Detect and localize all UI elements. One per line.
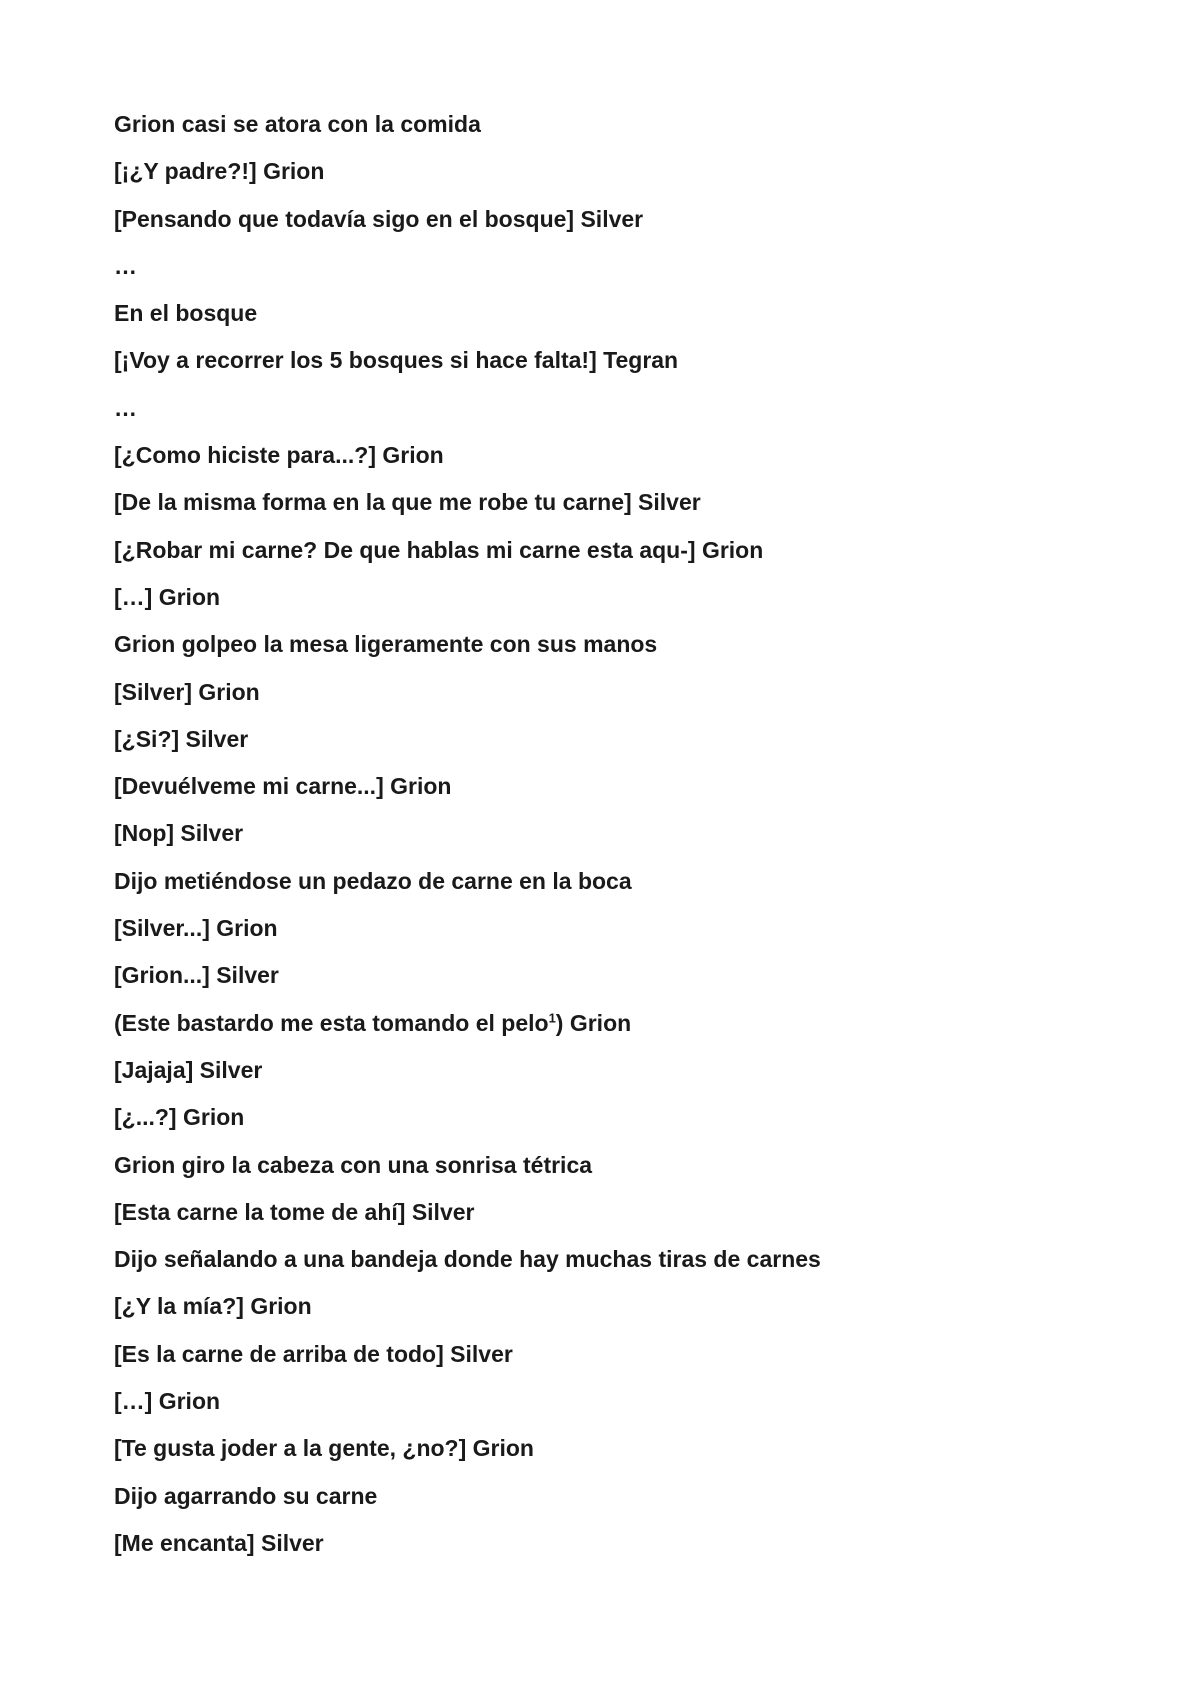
text-line: [¿Robar mi carne? De que hablas mi carne esta aqu-] Grion bbox=[114, 536, 764, 563]
text-line: [De la misma forma en la que me robe tu carne] Silver bbox=[114, 489, 701, 516]
text-line: Dijo agarrando su carne bbox=[114, 1482, 378, 1509]
text-line: [¿Si?] Silver bbox=[114, 725, 249, 752]
text-line: […] Grion bbox=[114, 583, 221, 610]
text-line: [Devuélveme mi carne...] Grion bbox=[114, 773, 452, 800]
footnote-line-text: (Este bastardo me esta tomando el pelo bbox=[114, 1009, 549, 1036]
text-line: [Me encanta] Silver bbox=[114, 1529, 324, 1556]
text-line: [Es la carne de arriba de todo] Silver bbox=[114, 1340, 513, 1367]
text-line: [Silver] Grion bbox=[114, 678, 260, 705]
text-line: Grion giro la cabeza con una sonrisa tétrica bbox=[114, 1151, 593, 1178]
text-line: [Grion...] Silver bbox=[114, 962, 279, 989]
text-line: [¿Y la mía?] Grion bbox=[114, 1293, 312, 1320]
text-line: […] Grion bbox=[114, 1388, 221, 1415]
text-line: Dijo metiéndose un pedazo de carne en la boca bbox=[114, 867, 632, 894]
text-line: [¡Voy a recorrer los 5 bosques si hace falta!] Tegran bbox=[114, 347, 679, 374]
text-line: [Te gusta joder a la gente, ¿no?] Grion bbox=[114, 1435, 534, 1462]
text-line: [Esta carne la tome de ahí] Silver bbox=[114, 1198, 475, 1225]
text-line: Dijo señalando a una bandeja donde hay muchas tiras de carnes bbox=[114, 1246, 821, 1273]
text-line: … bbox=[114, 394, 137, 421]
text-line: [Jajaja] Silver bbox=[114, 1056, 263, 1083]
text-line: [Pensando que todavía sigo en el bosque] Silver bbox=[114, 205, 644, 232]
text-line: [¿Como hiciste para...?] Grion bbox=[114, 442, 444, 469]
text-line: Grion casi se atora con la comida bbox=[114, 111, 481, 137]
text-line: [Nop] Silver bbox=[114, 820, 244, 847]
text-line: En el bosque bbox=[114, 300, 258, 327]
footnote-line-text-end: ) Grion bbox=[555, 1009, 632, 1036]
text-line-with-footnote bbox=[114, 1007, 1114, 1054]
footnote-mark: 1 bbox=[548, 1009, 556, 1025]
text-line: … bbox=[114, 252, 137, 279]
text-body bbox=[114, 108, 1114, 1574]
text-line: [¿...?] Grion bbox=[114, 1104, 245, 1131]
text-line: Grion golpeo la mesa ligeramente con sus manos bbox=[114, 631, 658, 658]
text-line: [Silver...] Grion bbox=[114, 915, 278, 942]
text-line: [¡¿Y padre?!] Grion bbox=[114, 158, 325, 185]
